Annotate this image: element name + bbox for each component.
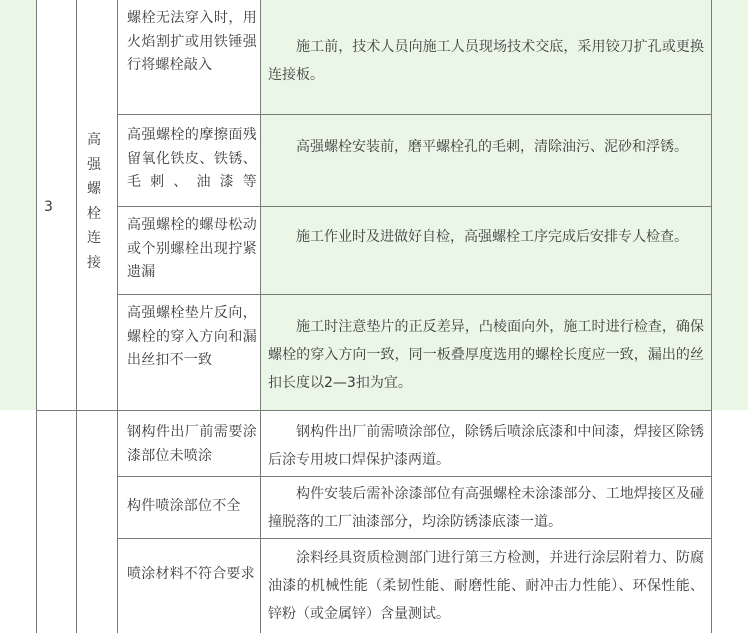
grid-line (117, 114, 712, 115)
problem-cell: 钢构件出厂前需要涂漆部位未喷涂 (127, 424, 257, 464)
grid-line (117, 206, 712, 207)
group-separator (36, 410, 712, 411)
problem-cell: 高强螺栓的螺母松动或个别螺栓出现拧紧遗漏 (127, 217, 257, 280)
measure-cell: 施工时注意垫片的正反差异，凸棱面向外，施工时进行检查，确保螺栓的穿入方向一致，同一板叠厚度选用的螺栓长度应一致，漏出的丝扣长度以2—3扣为宜。 (268, 319, 704, 391)
measure-cell: 钢构件出厂前需喷涂部位，除锈后喷涂底漆和中间漆，焊接区除锈后涂专用坡口焊保护漆两道。 (268, 424, 704, 468)
category-char: 高 (87, 132, 101, 148)
category-char: 接 (87, 254, 101, 271)
grid-line (117, 538, 712, 539)
category-char: 螺 (87, 181, 101, 197)
category-char: 强 (87, 156, 101, 173)
measure-cell: 涂料经具资质检测部门进行第三方检测，并进行涂层附着力、防腐油漆的机械性能（柔韧性能、耐磨性能、耐冲击力性能）、环保性能、锌粉（或金属锌）含量测试。 (268, 550, 704, 622)
grid-line (36, 0, 37, 633)
problem-cell: 构件喷涂部位不全 (127, 498, 241, 514)
problem-cell: 高强螺栓垫片反向，螺栓的穿入方向和漏出丝扣不一致 (127, 305, 257, 368)
grid-line (117, 476, 712, 477)
problem-cell: 高强螺栓的摩擦面残留氧化铁皮、铁锈、毛刺、油漆等 (127, 127, 257, 190)
category-label (84, 128, 104, 275)
category-char: 连 (87, 230, 101, 246)
measure-cell: 高强螺栓安装前，磨平螺栓孔的毛刺，清除油污、泥砂和浮锈。 (296, 139, 688, 155)
measure-cell: 施工前，技术人员向施工人员现场技术交底，采用铰刀扩孔或更换连接板。 (268, 39, 704, 83)
problem-cell: 喷涂材料不符合要求 (127, 566, 255, 582)
grid-line (76, 0, 77, 633)
measure-cell: 施工作业时及进做好自检，高强螺栓工序完成后安排专人检查。 (296, 229, 688, 245)
grid-line (117, 294, 712, 295)
category-char: 栓 (87, 205, 101, 222)
group-number: 3 (44, 199, 53, 215)
group-3-number-cell (37, 0, 76, 410)
problem-cell: 螺栓无法穿入时，用火焰割扩或用铁锤强行将螺栓敲入 (127, 10, 257, 73)
measure-cell: 构件安装后需补涂漆部位有高强螺栓未涂漆部分、工地焊接区及碰撞脱落的工厂油漆部分，均涂防锈漆底漆一道。 (268, 486, 704, 530)
